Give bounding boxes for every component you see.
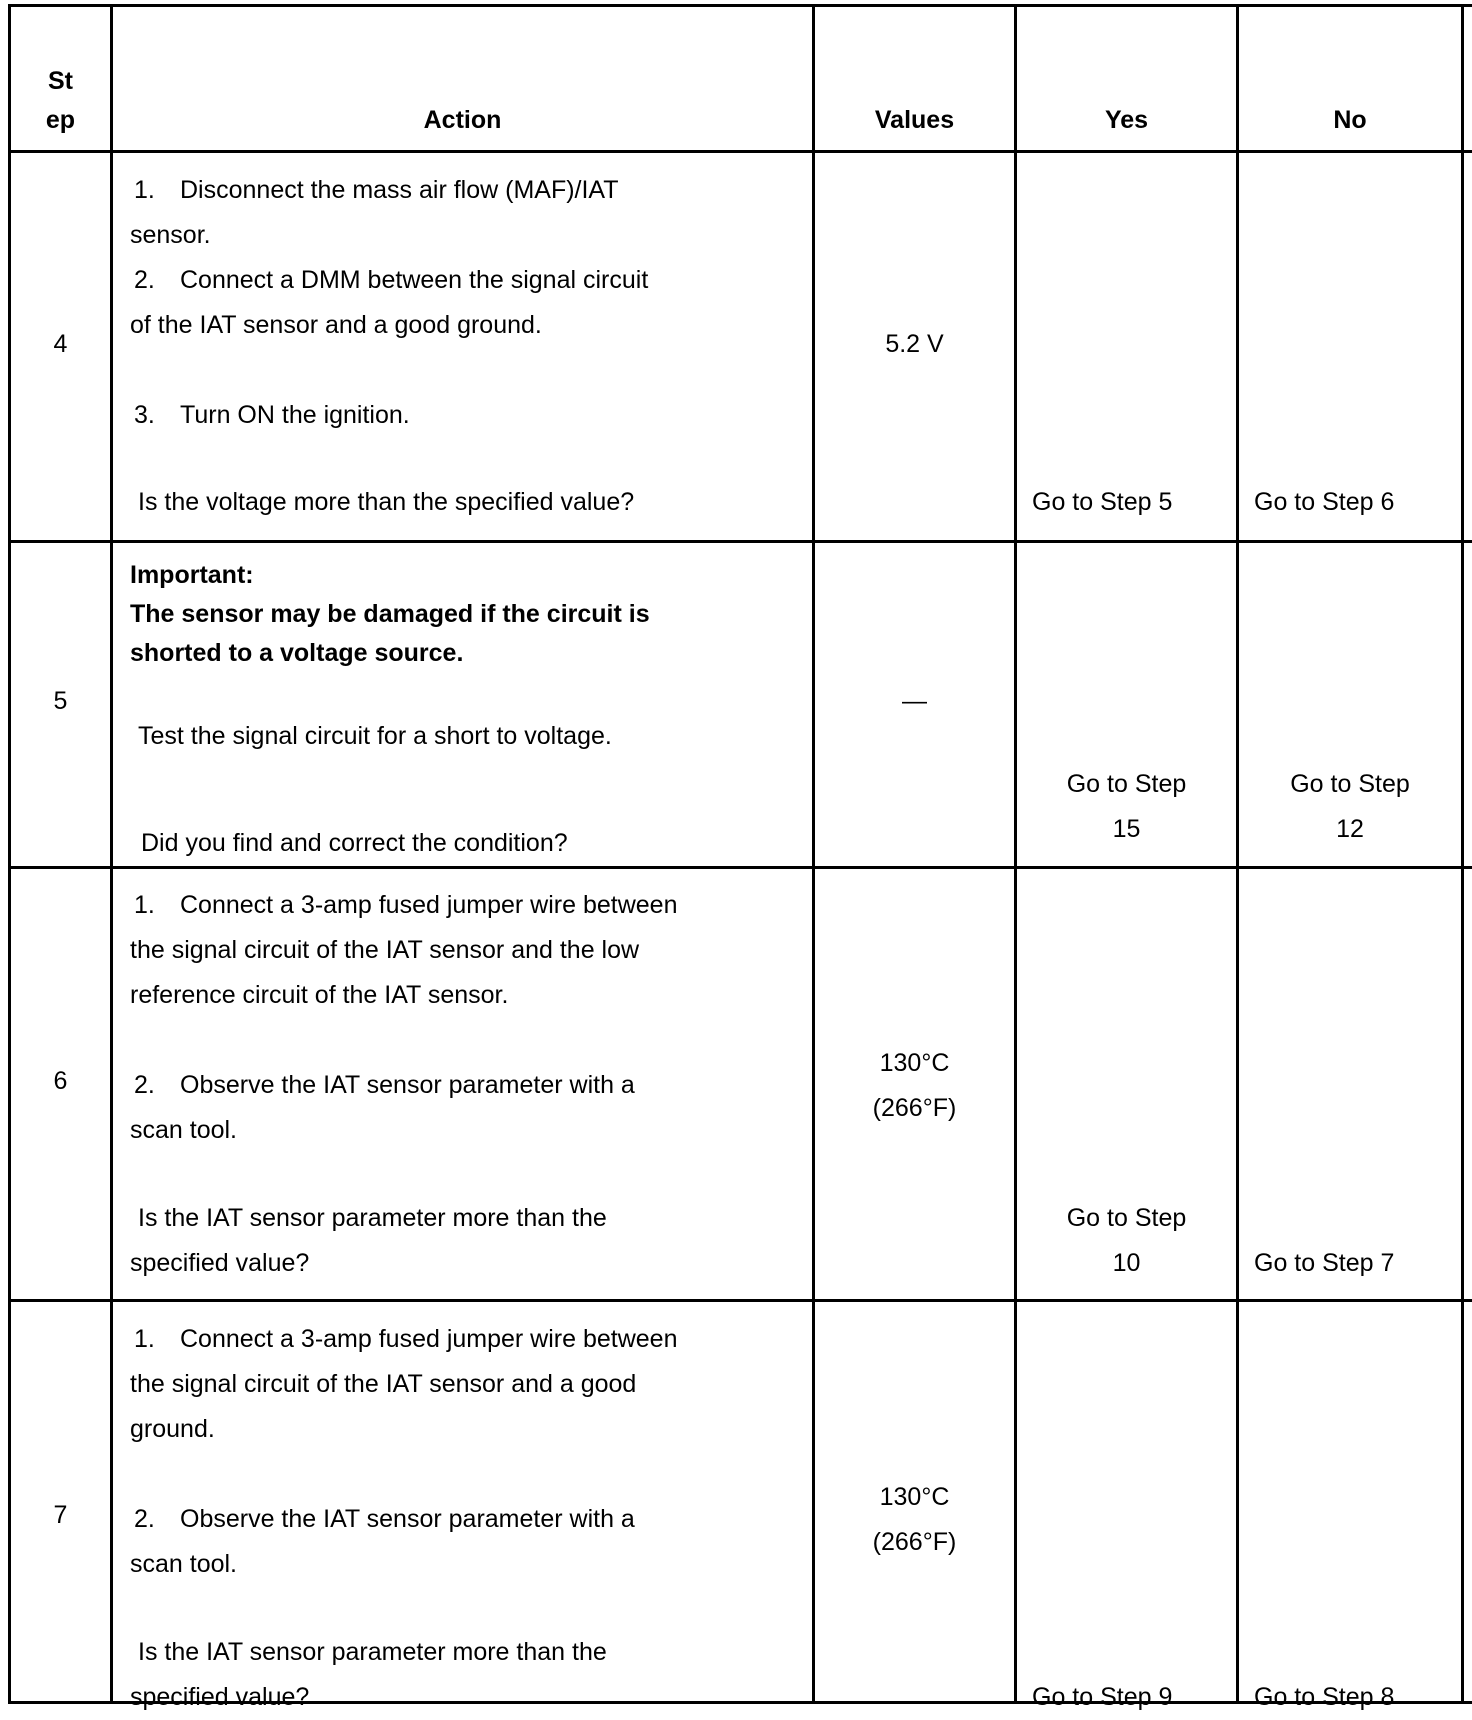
row7-yes: Go to Step 9: [1032, 1683, 1173, 1711]
row-divider-5: [8, 866, 1472, 869]
row5-no-line1: Go to Step: [1290, 770, 1410, 798]
row5-instruction: Test the signal circuit for a short to voltage.: [138, 722, 612, 750]
table-border-right: [1461, 4, 1464, 1704]
row4-item3-text: Turn ON the ignition.: [180, 401, 410, 429]
row7-item1-text: Connect a 3-amp fused jumper wire between: [180, 1325, 678, 1353]
row6-item2-num: 2.: [134, 1071, 155, 1099]
diagnostic-table: [8, 4, 1472, 1714]
column-divider-action: [812, 4, 815, 1704]
row-divider-6: [8, 1299, 1472, 1302]
header-no: No: [1333, 106, 1367, 134]
column-divider-yes: [1236, 4, 1239, 1704]
row6-item2-line1: [130, 1063, 635, 1108]
row6-yes-line1: Go to Step: [1066, 1204, 1187, 1232]
header-bottom-border: [8, 150, 1472, 153]
table-border-left: [8, 4, 11, 1704]
row6-question-line1: Is the IAT sensor parameter more than the: [138, 1204, 607, 1232]
row6-item1-line2: the signal circuit of the IAT sensor and the low: [130, 936, 640, 964]
column-divider-step: [110, 4, 113, 1704]
row-divider-4: [8, 540, 1472, 543]
row4-item1-text: Disconnect the mass air flow (MAF)/IAT: [180, 176, 619, 204]
row5-question: Did you find and correct the condition?: [141, 829, 568, 857]
row6-question-line2: specified value?: [130, 1249, 310, 1277]
step-number-6: 6: [53, 1067, 68, 1095]
row6-yes-line2: 10: [1112, 1249, 1141, 1277]
important-note-line1: The sensor may be damaged if the circuit is: [130, 600, 650, 628]
row6-item1-line1: [130, 883, 678, 928]
step-number-7: 7: [53, 1501, 68, 1529]
row4-item2-num: 2.: [134, 266, 155, 294]
row7-question-line2: specified value?: [130, 1683, 310, 1711]
row4-item2-line1: [130, 258, 648, 303]
column-divider-values: [1014, 4, 1017, 1704]
step-number-5: 5: [53, 687, 68, 715]
row6-item2-text: Observe the IAT sensor parameter with a: [180, 1071, 635, 1099]
row7-item2-line2: scan tool.: [130, 1550, 238, 1578]
row7-item2-line1: [130, 1497, 635, 1542]
row6-item1-num: 1.: [134, 891, 155, 919]
row7-item2-text: Observe the IAT sensor parameter with a: [180, 1505, 635, 1533]
row4-item1-num: 1.: [134, 176, 155, 204]
important-label: Important:: [130, 561, 254, 589]
step-number-4: 4: [53, 330, 68, 358]
header-action: Action: [423, 106, 502, 134]
row6-value-line2: (266°F): [872, 1094, 957, 1122]
row7-item1-num: 1.: [134, 1325, 155, 1353]
header-yes: Yes: [1104, 106, 1149, 134]
row6-item1-line3: reference circuit of the IAT sensor.: [130, 981, 509, 1009]
row4-value: 5.2 V: [885, 330, 944, 358]
row7-item1-line3: ground.: [130, 1415, 215, 1443]
row4-item1-line2: sensor.: [130, 221, 211, 249]
row6-value-line1: 130°C: [879, 1049, 950, 1077]
row5-no-line2: 12: [1336, 815, 1364, 843]
header-step-line1: St: [48, 67, 73, 95]
row7-value-line2: (266°F): [872, 1528, 957, 1556]
row4-item1-line1: [130, 168, 619, 213]
row4-item3-num: 3.: [134, 401, 155, 429]
row6-no: Go to Step 7: [1254, 1249, 1395, 1277]
row4-no: Go to Step 6: [1254, 488, 1395, 516]
header-values: Values: [874, 106, 955, 134]
row7-item2-num: 2.: [134, 1505, 155, 1533]
row7-item1-line1: [130, 1317, 678, 1362]
row7-item1-line2: the signal circuit of the IAT sensor and a good: [130, 1370, 637, 1398]
row4-item2-text: Connect a DMM between the signal circuit: [180, 266, 649, 294]
row6-item2-line2: scan tool.: [130, 1116, 238, 1144]
row4-question: Is the voltage more than the specified value?: [138, 488, 635, 516]
row4-yes: Go to Step 5: [1032, 488, 1173, 516]
row5-yes-line2: 15: [1112, 815, 1141, 843]
header-step-line2: ep: [45, 106, 76, 134]
row4-item3-line1: [130, 393, 410, 438]
row6-item1-text: Connect a 3-amp fused jumper wire between: [180, 891, 678, 919]
important-note-line2: shorted to a voltage source.: [130, 639, 464, 667]
table-border-top: [8, 4, 1472, 7]
row4-item2-line2: of the IAT sensor and a good ground.: [130, 311, 542, 339]
row7-no: Go to Step 8: [1254, 1683, 1395, 1711]
row5-yes-line1: Go to Step: [1066, 770, 1187, 798]
row7-question-line1: Is the IAT sensor parameter more than the: [138, 1638, 607, 1666]
row7-value-line1: 130°C: [879, 1483, 950, 1511]
row5-value: —: [902, 687, 927, 715]
